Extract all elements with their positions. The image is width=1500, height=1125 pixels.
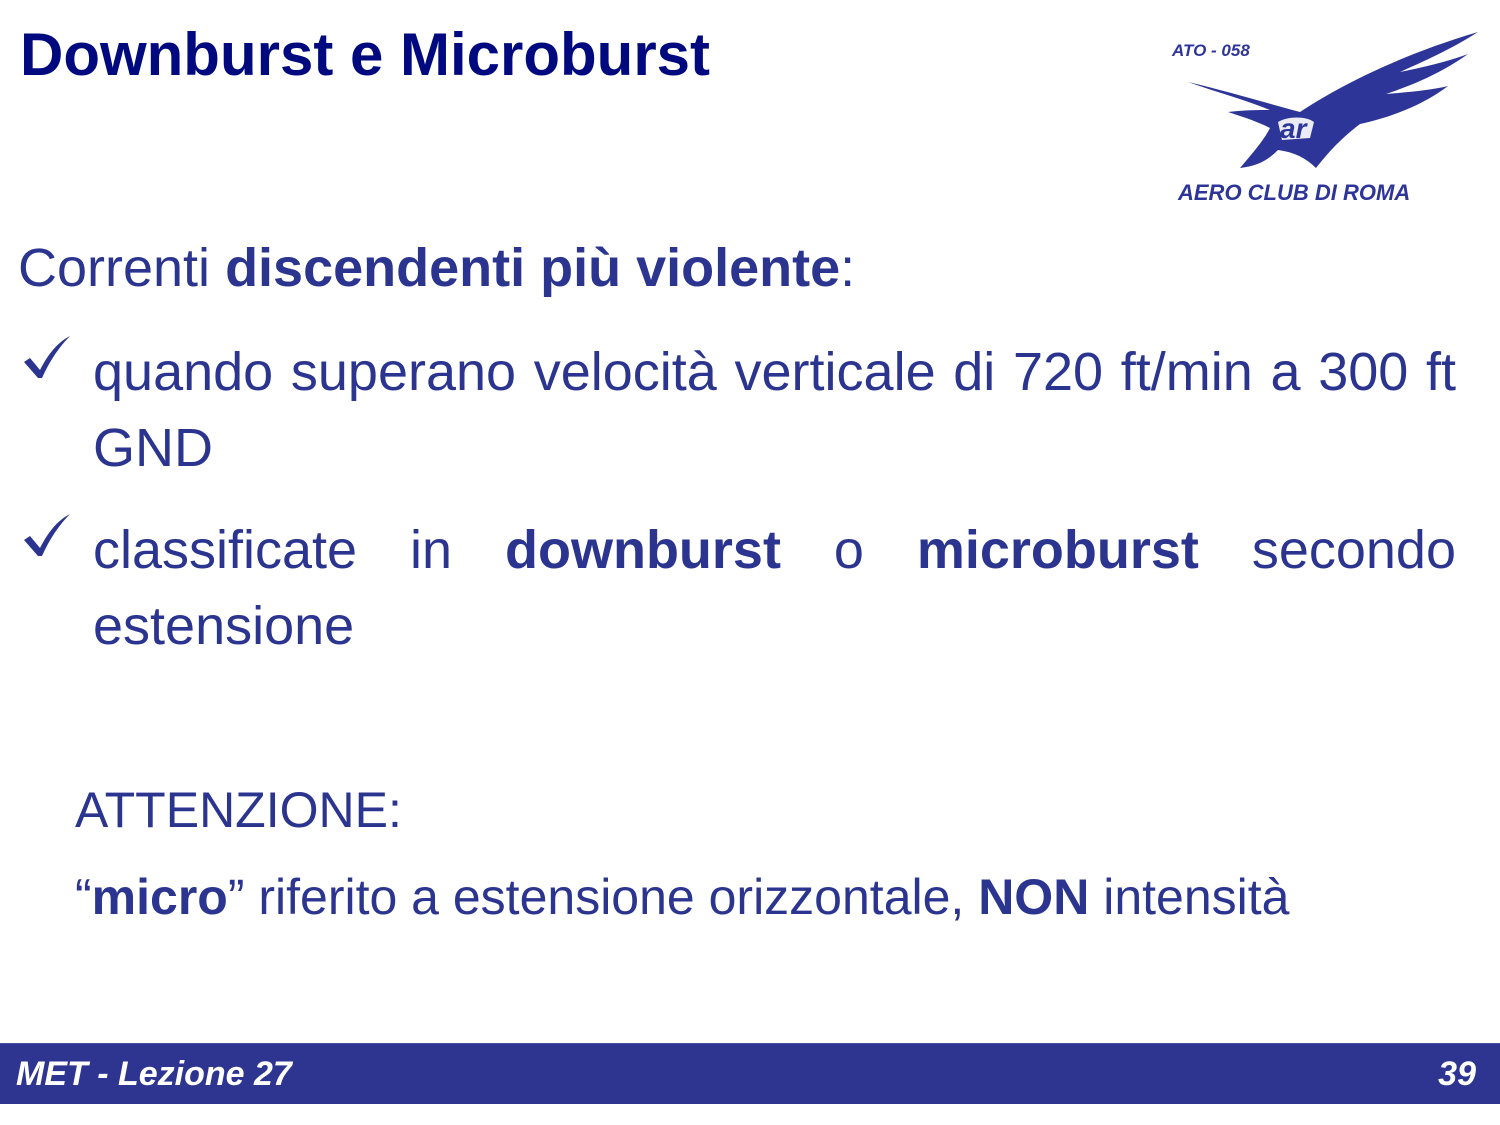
checkmark-icon bbox=[20, 334, 72, 382]
attention-note bbox=[75, 865, 1289, 929]
bullet-velocity bbox=[20, 334, 1456, 486]
bullet-classification-post: secondo estensione bbox=[93, 520, 1456, 656]
intro-emphasis: discendenti più violente bbox=[225, 238, 841, 298]
bullet-classification-text bbox=[93, 512, 1456, 664]
note-micro: micro bbox=[91, 869, 228, 925]
logo-bottom-text: AERO CLUB DI ROMA bbox=[1178, 180, 1411, 205]
note-quote-rest: ” riferito a estensione orizzontale, bbox=[227, 869, 979, 925]
footer-lesson: MET - Lezione 27 bbox=[16, 1055, 292, 1093]
bullet-classification-mid: o bbox=[780, 520, 917, 580]
checkmark-icon bbox=[20, 512, 72, 560]
intro-colon: : bbox=[840, 238, 856, 298]
logo-top-text: ATO - 058 bbox=[1172, 41, 1250, 60]
slide-title: Downburst e Microburst bbox=[20, 21, 711, 88]
footer-bar bbox=[0, 1043, 1500, 1104]
intro-line bbox=[18, 236, 855, 300]
aero-club-logo bbox=[1160, 20, 1490, 215]
note-non: NON bbox=[978, 869, 1090, 925]
page-number: 39 bbox=[1438, 1055, 1476, 1093]
note-quote-open: “ bbox=[75, 869, 92, 925]
bullet-velocity-text: quando superano velocità verticale di 720 ft/min a 300 ft GND bbox=[93, 342, 1456, 478]
term-downburst: downburst bbox=[504, 520, 781, 580]
intro-lead: Correnti bbox=[18, 238, 226, 298]
term-microburst: microburst bbox=[916, 520, 1199, 580]
note-tail: intensità bbox=[1089, 869, 1290, 925]
attention-heading: ATTENZIONE: bbox=[75, 782, 402, 838]
bullet-classification-pre: classificate in bbox=[93, 520, 505, 580]
bullet-classification bbox=[20, 512, 1456, 664]
logo-emblem-letters: ar bbox=[1280, 113, 1307, 144]
